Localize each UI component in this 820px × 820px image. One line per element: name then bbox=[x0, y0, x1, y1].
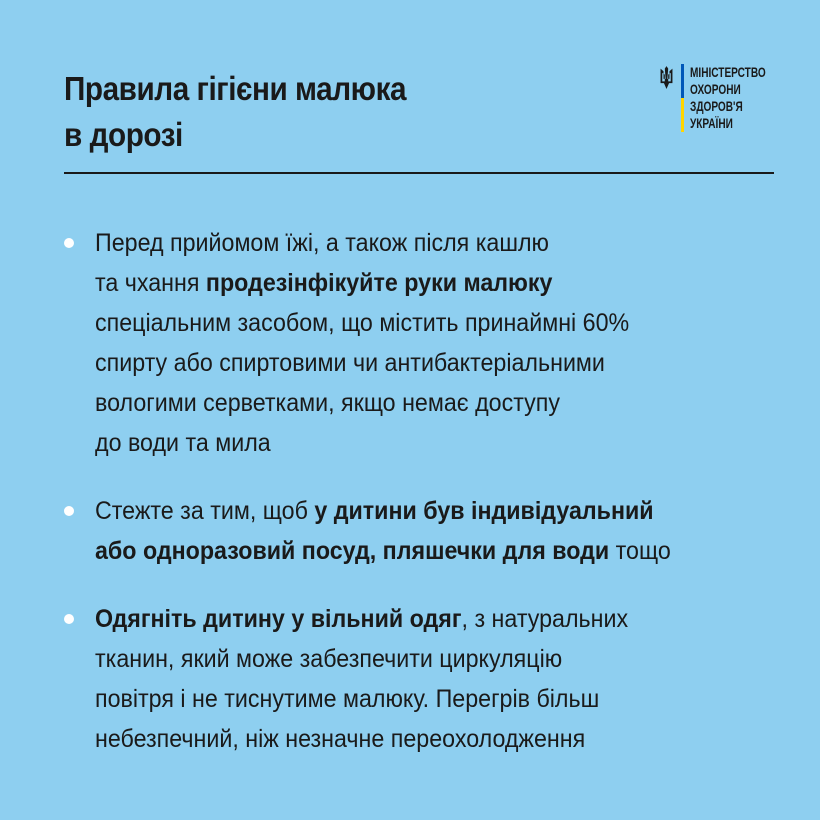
page-title bbox=[64, 66, 406, 158]
hygiene-rules-list bbox=[64, 223, 714, 787]
text-line bbox=[95, 423, 671, 463]
text-line bbox=[95, 383, 671, 423]
bullet-icon bbox=[64, 614, 74, 624]
body-text: повітря і не тиснутиме малюку. Перегрів більш bbox=[95, 685, 600, 713]
ministry-name-line: ЗДОРОВ'Я bbox=[690, 98, 743, 114]
ministry-name-line: МІНІСТЕРСТВО bbox=[690, 64, 766, 80]
flag-yellow bbox=[681, 98, 684, 132]
text-line bbox=[95, 491, 671, 531]
ministry-name-line: УКРАЇНИ bbox=[690, 115, 733, 131]
text-line bbox=[95, 223, 671, 263]
body-text: вологими серветками, якщо немає доступу bbox=[95, 389, 560, 417]
body-text: спеціальним засобом, що містить принаймні 60% bbox=[95, 309, 630, 337]
text-line bbox=[95, 599, 671, 639]
emphasis-text: або одноразовий посуд, пляшечки для води bbox=[95, 537, 610, 565]
body-text: тощо bbox=[609, 537, 671, 565]
title-divider bbox=[64, 172, 774, 174]
text-line bbox=[95, 679, 671, 719]
text-line bbox=[95, 531, 671, 571]
text-line bbox=[95, 719, 671, 759]
body-text: Стежте за тим, щоб bbox=[95, 497, 315, 525]
list-item bbox=[64, 599, 714, 759]
list-item-text bbox=[95, 223, 671, 463]
flag-blue bbox=[681, 64, 684, 98]
emphasis-text: у дитини був індивідуальний bbox=[314, 497, 654, 525]
list-item bbox=[64, 491, 714, 571]
body-text: спирту або спиртовими чи антибактеріальними bbox=[95, 349, 605, 377]
body-text: , з натуральних bbox=[461, 605, 629, 633]
list-item bbox=[64, 223, 714, 463]
text-line bbox=[95, 639, 671, 679]
flag-bar bbox=[681, 64, 684, 132]
emphasis-text: продезінфікуйте руки малюку bbox=[205, 269, 553, 297]
page-title-line: в дорозі bbox=[64, 116, 183, 153]
bullet-icon bbox=[64, 238, 74, 248]
text-line bbox=[95, 263, 671, 303]
body-text: до води та мила bbox=[95, 429, 271, 457]
text-line bbox=[95, 343, 671, 383]
text-line bbox=[95, 303, 671, 343]
emphasis-text: Одягніть дитину у вільний одяг bbox=[95, 605, 462, 633]
bullet-icon bbox=[64, 506, 74, 516]
list-item-text bbox=[95, 599, 671, 759]
trident-icon bbox=[658, 66, 675, 90]
page-title-line: Правила гігієни малюка bbox=[64, 70, 407, 107]
ministry-name bbox=[690, 64, 766, 132]
body-text: та чхання bbox=[95, 269, 206, 297]
body-text: тканин, який може забезпечити циркуляцію bbox=[95, 645, 563, 673]
body-text: Перед прийомом їжі, а також після кашлю bbox=[95, 229, 549, 257]
ministry-name-line: ОХОРОНИ bbox=[690, 81, 741, 97]
body-text: небезпечний, ніж незначне переохолодження bbox=[95, 725, 586, 753]
list-item-text bbox=[95, 491, 671, 571]
